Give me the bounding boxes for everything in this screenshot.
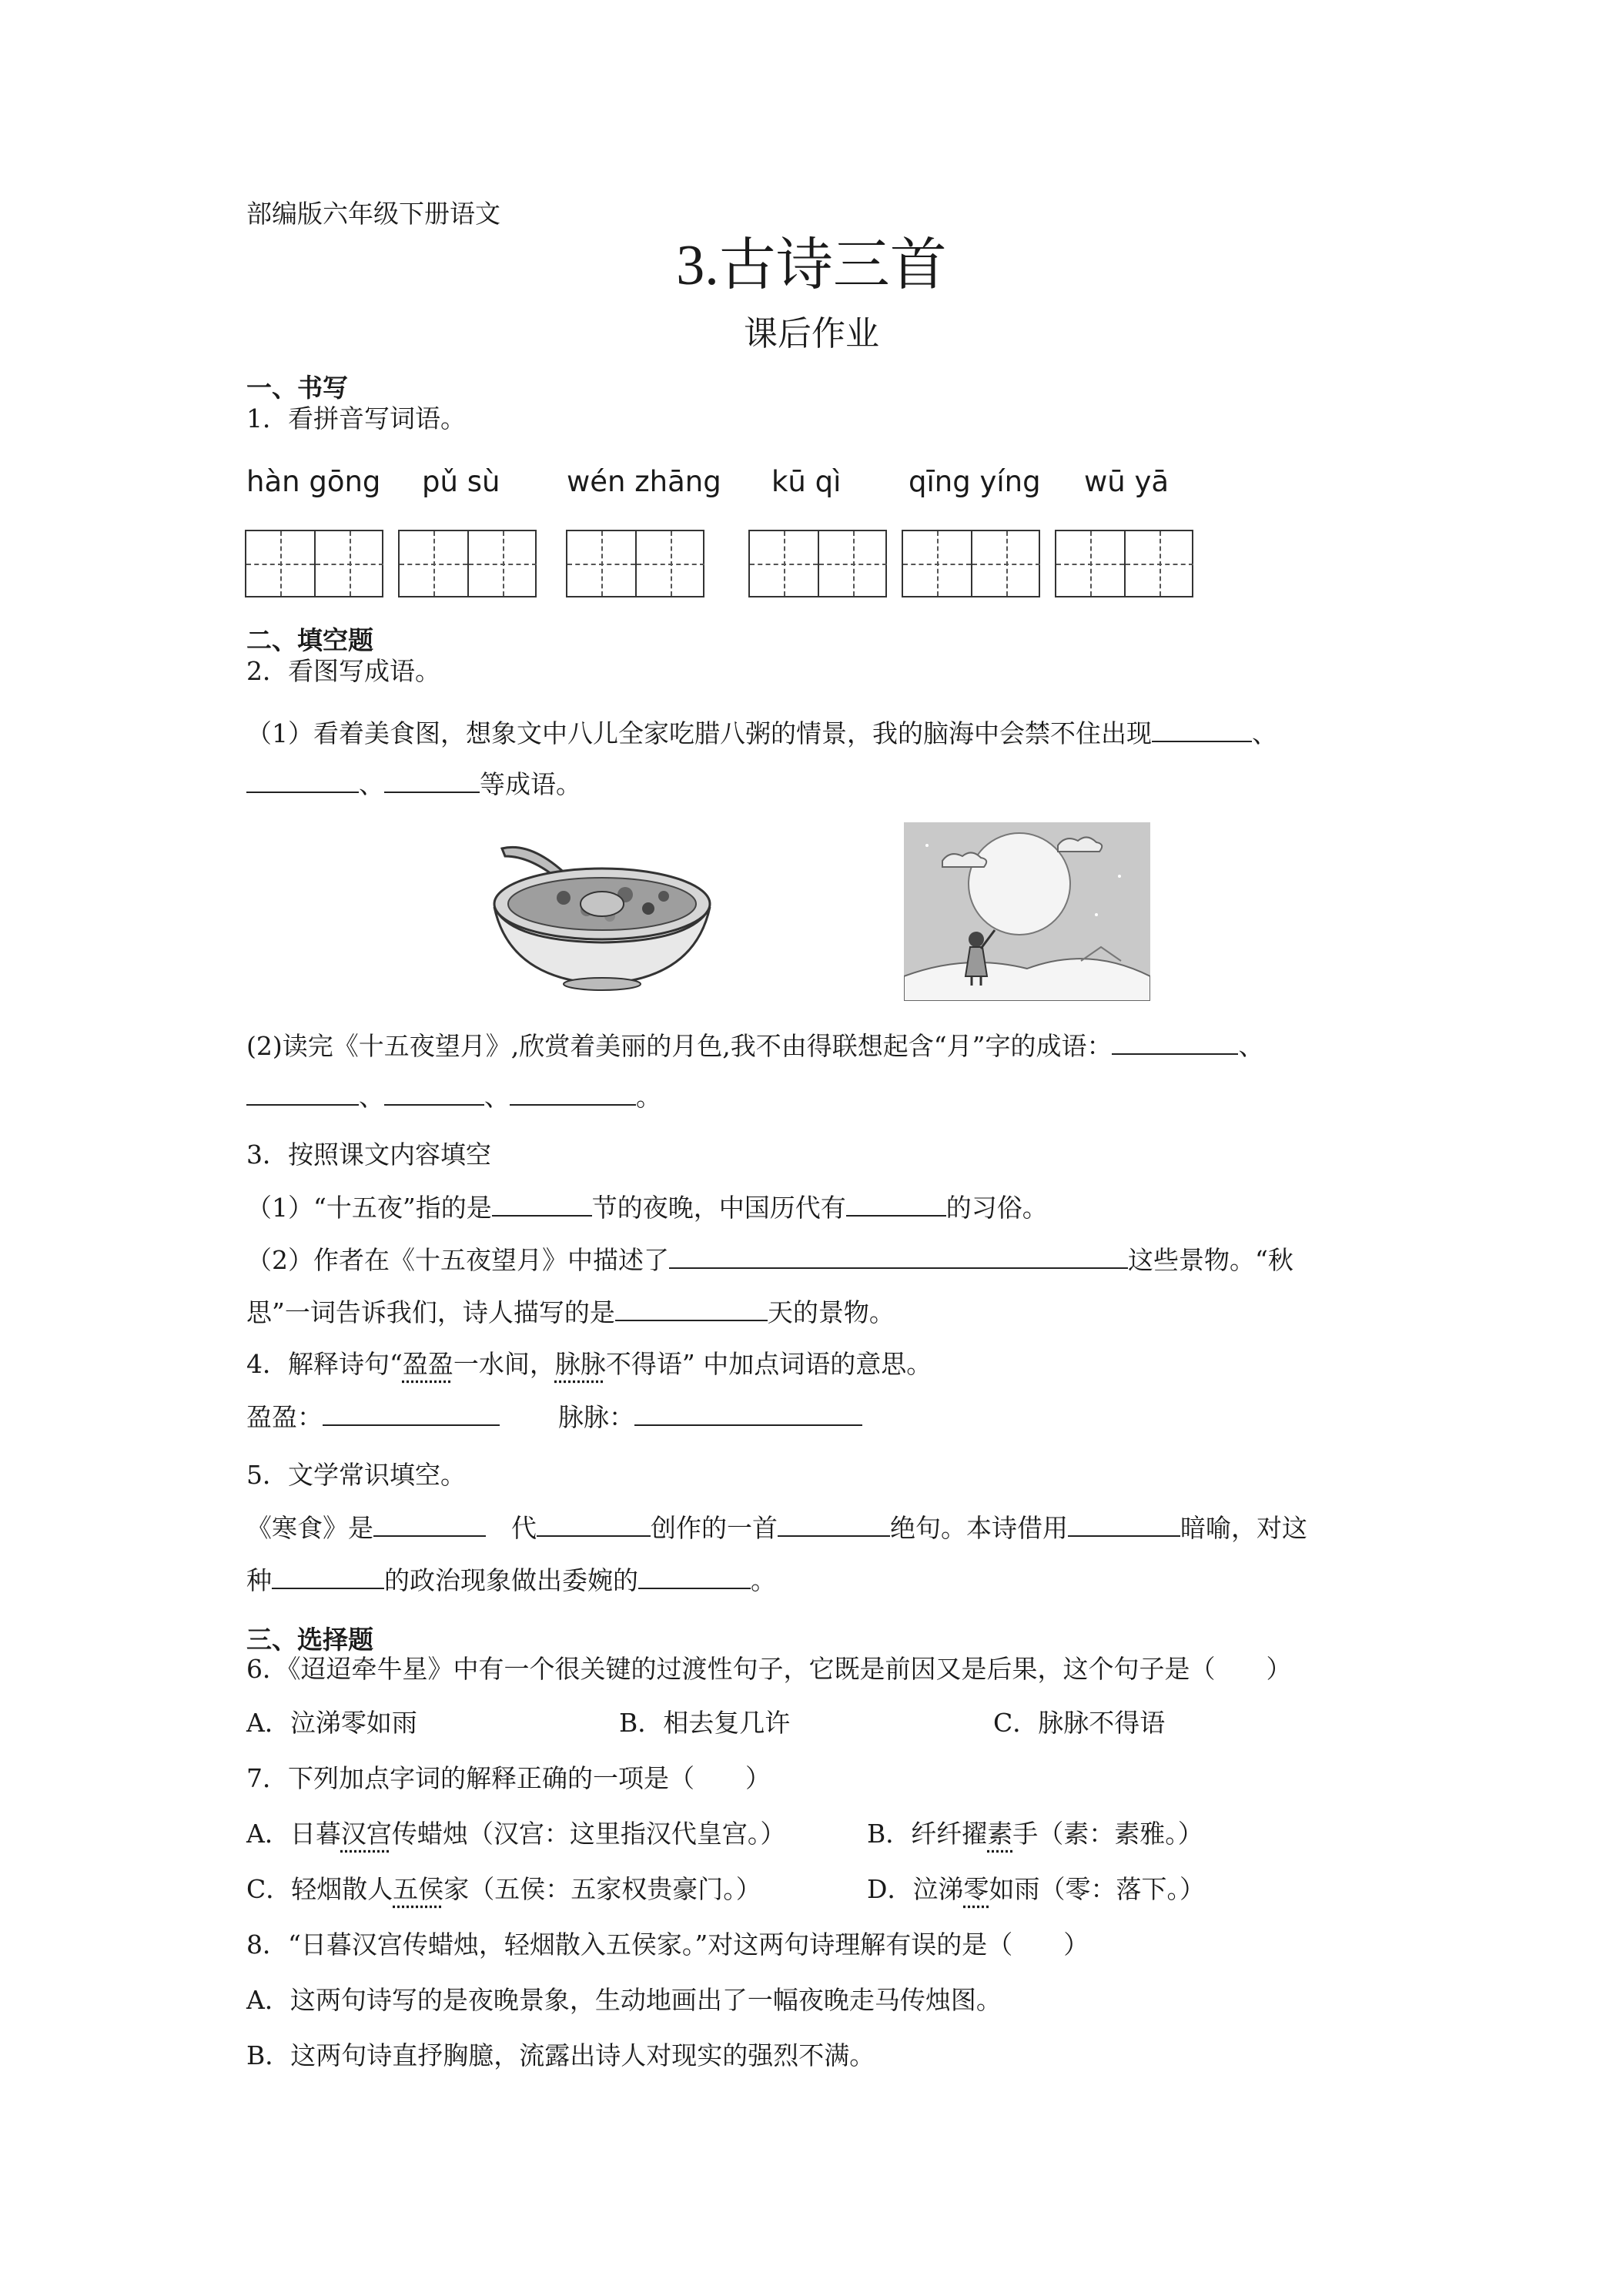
question-3-2-line1: （2）作者在《十五夜望月》中描述了 这些景物。“秋 [246,1245,1293,1275]
pinyin-6: wū yā [1084,465,1170,498]
question-8-option-b[interactable]: B．这两句诗直抒胸臆，流露出诗人对现实的强烈不满。 [246,2040,875,2070]
question-5-line1: 《寒食》是 代 创作的一首 绝句。本诗借用 暗喻，对这 [246,1513,1307,1543]
question-7-option-d[interactable]: D．泣涕零如雨（零：落下。） [867,1874,1205,1904]
answer-blank[interactable] [384,768,480,793]
question-8-option-a[interactable]: A．这两句诗写的是夜晚景象，生动地画出了一幅夜晚走马传烛图。 [246,1985,1002,2015]
writing-grid-1[interactable] [245,530,383,597]
question-1: 1．看拼音写词语。 [246,403,466,433]
question-7: 7．下列加点字词的解释正确的一项是（ ） [246,1763,771,1793]
question-3-1: （1）“十五夜”指的是 节的夜晚，中国历代有 的习俗。 [246,1193,1048,1223]
writing-grid-6[interactable] [1055,530,1193,597]
pinyin-2: pǔ sù [422,465,500,498]
question-7-option-c[interactable]: C．轻烟散人五侯家（五侯：五家权贵豪门。） [246,1874,761,1904]
question-7-option-b[interactable]: B．纤纤擢素手（素：素雅。） [867,1819,1203,1849]
porridge-bowl-image [479,833,718,995]
section-2-heading: 二、填空题 [246,625,373,655]
answer-blank[interactable] [323,1401,500,1426]
question-2: 2．看图写成语。 [246,656,440,686]
answer-blank[interactable] [638,1565,751,1589]
question-7-option-a[interactable]: A．日暮汉宫传蜡烛（汉宫：这里指汉代皇宫。） [246,1819,786,1849]
question-6-option-c[interactable]: C．脉脉不得语 [993,1708,1166,1738]
answer-blank[interactable] [510,1081,636,1106]
page-title: 3.古诗三首 [676,234,947,297]
answer-blank[interactable] [1068,1512,1180,1537]
question-6-option-b[interactable]: B．相去复几许 [619,1708,791,1738]
answer-blank[interactable] [373,1512,486,1537]
writing-grid-4[interactable] [748,530,887,597]
question-2-1-line2: 、 等成语。 [246,768,581,800]
question-5: 5．文学常识填空。 [246,1460,466,1490]
answer-blank[interactable] [272,1565,384,1589]
section-3-heading: 三、选择题 [246,1625,373,1655]
writing-grid-2[interactable] [398,530,537,597]
writing-grid-3[interactable] [566,530,704,597]
question-2-2-line1: (2)读完《十五夜望月》,欣赏着美丽的月色,我不由得联想起含“月”字的成语： 、 [246,1031,1264,1061]
pinyin-4: kū qì [771,465,842,498]
answer-blank[interactable] [492,1192,592,1217]
question-2-1-line1: （1）看着美食图，想象文中八儿全家吃腊八粥的情景，我的脑海中会禁不住出现 、 [246,718,1277,748]
question-3: 3．按照课文内容填空 [246,1140,491,1170]
answer-blank[interactable] [1152,718,1252,742]
page-subtitle: 课后作业 [744,314,879,353]
question-4-answers: 盈盈： 脉脉： [246,1401,862,1433]
section-1-heading: 一、书写 [246,373,348,403]
pinyin-3: wén zhāng [567,465,721,498]
moon-night-image [904,822,1150,1001]
answer-blank[interactable] [669,1244,1128,1269]
question-5-line2: 种 的政治现象做出委婉的 。 [246,1565,776,1595]
pinyin-5: qīng yíng [909,465,1041,498]
answer-blank[interactable] [537,1512,651,1537]
question-6-option-a[interactable]: A．泣涕零如雨 [246,1708,417,1738]
answer-blank[interactable] [778,1512,890,1537]
answer-blank[interactable] [634,1401,862,1426]
question-4: 4．解释诗句“盈盈一水间，脉脉不得语” 中加点词语的意思。 [246,1349,932,1379]
answer-blank[interactable] [615,1297,768,1321]
answer-blank[interactable] [1112,1030,1238,1055]
answer-blank[interactable] [246,1081,359,1106]
book-label: 部编版六年级下册语文 [246,199,500,229]
writing-grid-5[interactable] [902,530,1040,597]
pinyin-1: hàn gōng [246,465,381,498]
question-6: 6．《迢迢牵牛星》中有一个很关键的过渡性句子，它既是前因又是后果，这个句子是（ ） [246,1654,1292,1684]
question-8: 8．“日暮汉宫传蜡烛，轻烟散入五侯家。”对这两句诗理解有误的是（ ） [246,1930,1089,1960]
question-2-2-line2: 、 、 。 [246,1081,661,1113]
question-3-2-line2: 思”一词告诉我们，诗人描写的是 天的景物。 [246,1297,895,1327]
answer-blank[interactable] [384,1081,484,1106]
answer-blank[interactable] [846,1192,946,1217]
answer-blank[interactable] [246,768,359,793]
